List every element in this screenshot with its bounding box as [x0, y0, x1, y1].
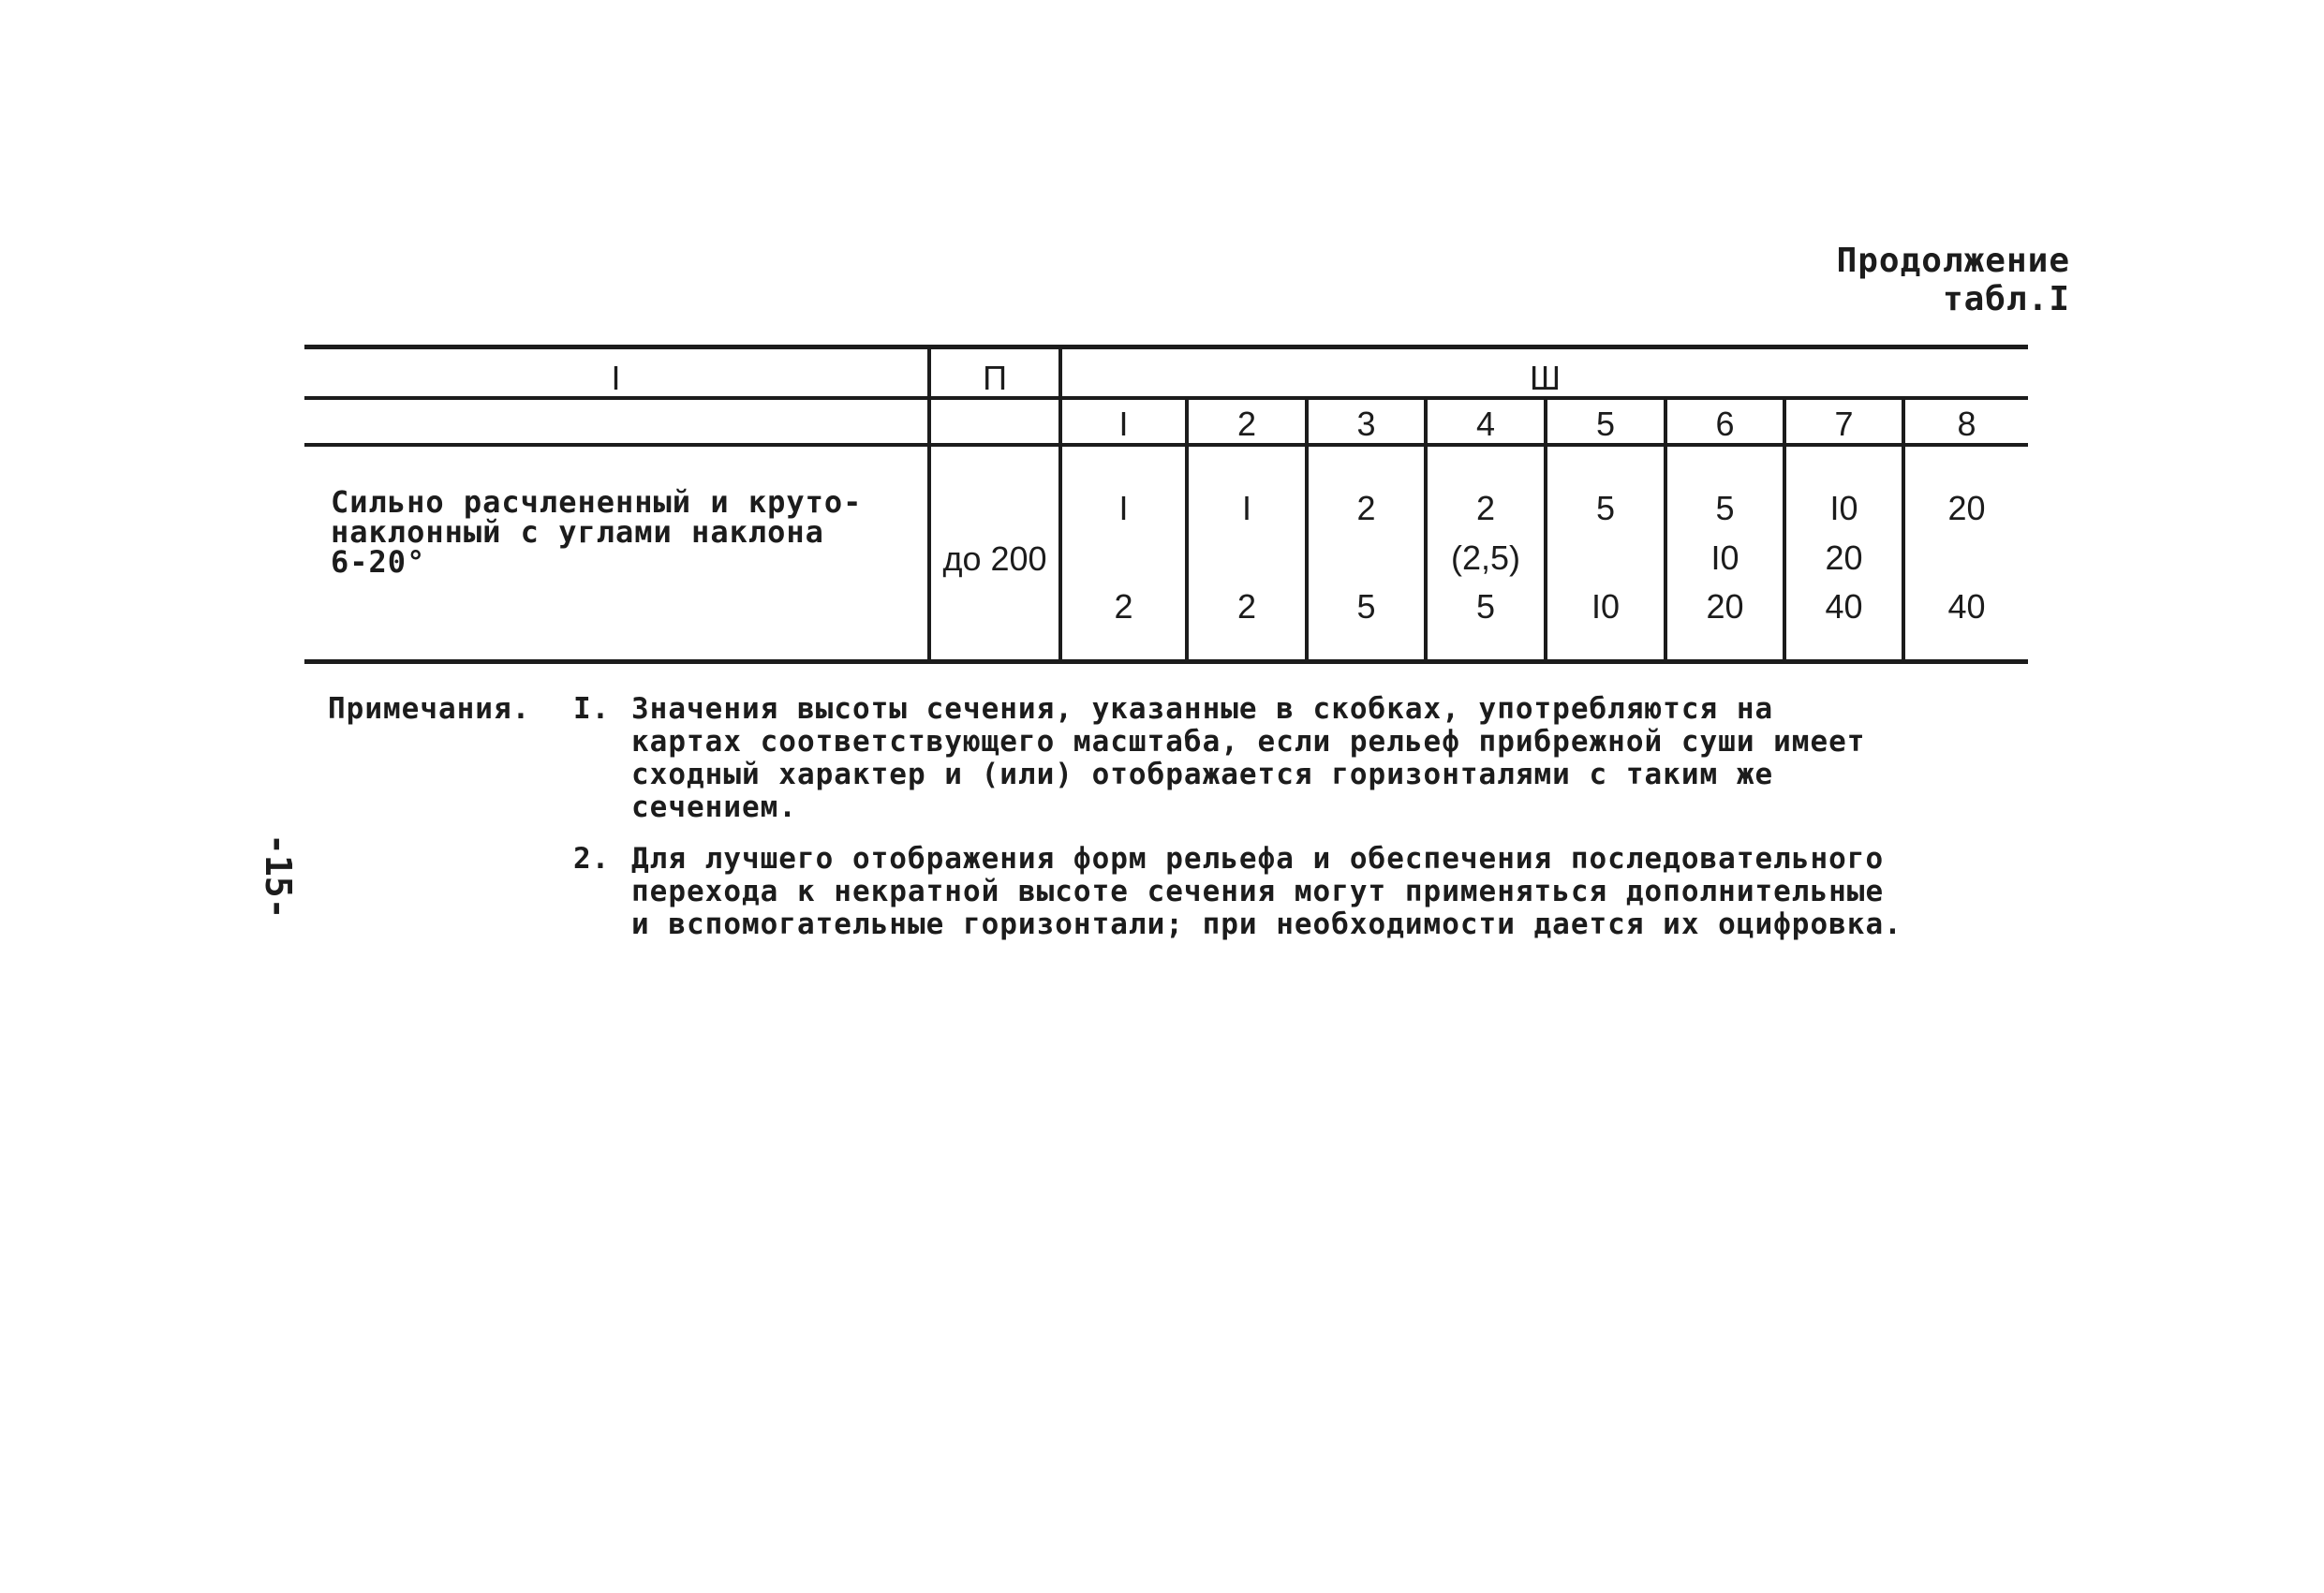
- continuation-title: Продолжение табл.I: [1836, 242, 2070, 318]
- subheader-5: 5: [1595, 405, 1616, 443]
- subheader-6: 6: [1715, 405, 1735, 443]
- value-bottom-3: 5: [1356, 587, 1376, 626]
- note-text: [631, 693, 1865, 824]
- relief-table: [304, 345, 2028, 665]
- note-line: Для лучшего отображения форм рельефа и обеспечения последовательного: [631, 842, 1885, 876]
- header-col-1: I: [611, 359, 621, 397]
- value-top-6: 5: [1715, 489, 1735, 527]
- value-bottom-1: 2: [1114, 587, 1133, 626]
- value-bottom-6: 20: [1706, 587, 1744, 626]
- subheader-2: 2: [1236, 405, 1257, 443]
- subheader-8: 8: [1957, 405, 1976, 443]
- value-bottom-8: 40: [1947, 587, 1986, 626]
- page-number: -15-: [258, 833, 299, 920]
- value-top-8: 20: [1947, 489, 1986, 527]
- subheader-3: 3: [1356, 405, 1376, 443]
- depth-range: до 200: [942, 539, 1047, 578]
- note-line: и вспомогательные горизонтали; при необходимости дается их оцифровка.: [631, 907, 1902, 941]
- value-middle-6: I0: [1710, 538, 1739, 577]
- description-line: 6-20°: [331, 544, 426, 580]
- value-top-7: I0: [1829, 489, 1858, 527]
- value-middle-4: (2,5): [1450, 538, 1521, 577]
- subheader-rule: [304, 443, 2028, 447]
- header-col-3: Ш: [1530, 359, 1561, 397]
- subheader-4: 4: [1475, 405, 1496, 443]
- description-line: Сильно расчлененный и круто-: [331, 484, 863, 520]
- note-line: сходный характер и (или) отображается горизонталями с таким же: [631, 758, 1774, 791]
- note-line: картах соответствующего масштаба, если рельеф прибрежной суши имеет: [631, 725, 1866, 759]
- value-bottom-5: I0: [1591, 587, 1621, 626]
- value-top-5: 5: [1595, 489, 1616, 527]
- note-line: перехода к некратной высоте сечения могут применяться дополнительные: [631, 875, 1885, 908]
- value-middle-7: 20: [1825, 538, 1863, 577]
- value-bottom-4: 5: [1475, 587, 1496, 626]
- value-top-1: I: [1118, 489, 1129, 527]
- note-number: 2.: [573, 842, 611, 876]
- table-top-rule: [304, 345, 2028, 349]
- note-line: Значения высоты сечения, указанные в скобках, употребляются на: [631, 692, 1774, 726]
- subheader-7: 7: [1834, 405, 1854, 443]
- note-number: I.: [573, 692, 611, 726]
- value-top-2: I: [1241, 489, 1251, 527]
- header-col-2: П: [983, 359, 1007, 397]
- value-bottom-7: 40: [1825, 587, 1863, 626]
- table-bottom-rule: [304, 659, 2028, 664]
- note-text: [631, 843, 1902, 941]
- note-line: сечением.: [631, 790, 797, 824]
- value-top-4: 2: [1475, 489, 1496, 527]
- description-line: наклонный с углами наклона: [331, 514, 824, 550]
- value-top-3: 2: [1356, 489, 1376, 527]
- subheader-1: I: [1118, 405, 1129, 443]
- value-bottom-2: 2: [1236, 587, 1257, 626]
- notes-label: Примечания.: [328, 692, 531, 726]
- relief-description: [331, 484, 893, 580]
